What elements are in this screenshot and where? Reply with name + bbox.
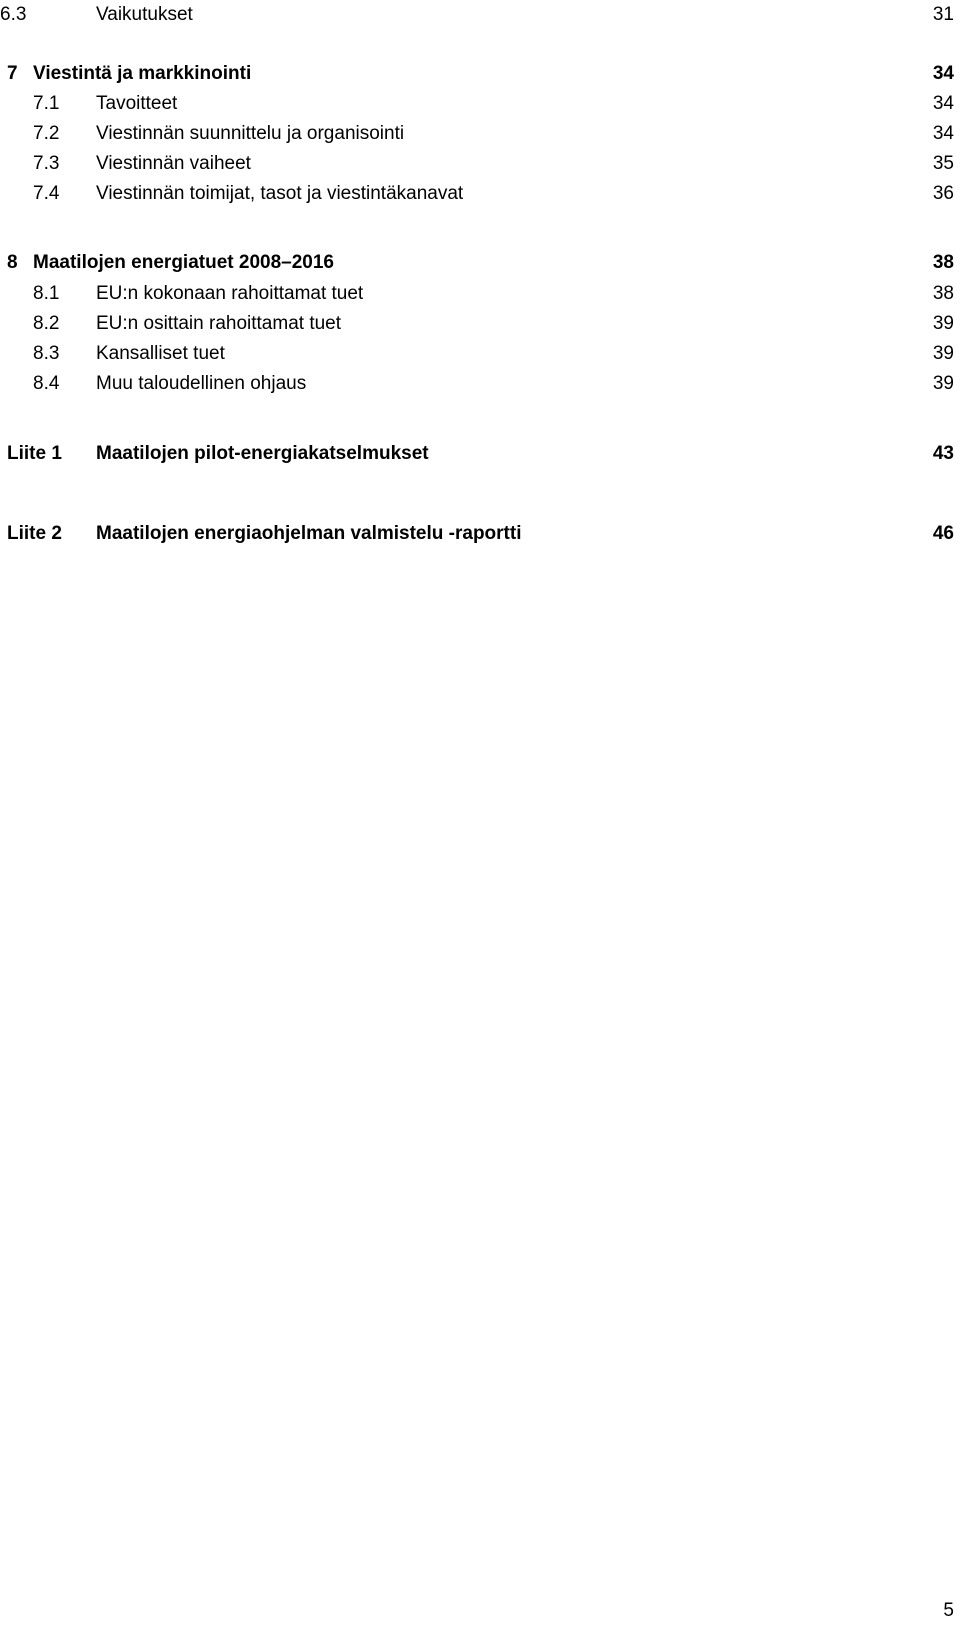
toc-entry-number: 8 <box>7 252 18 273</box>
toc-entry-page: 34 <box>932 93 954 114</box>
toc-entry-number: Liite 1 <box>7 443 62 464</box>
table-of-contents <box>0 0 960 600</box>
toc-entry-8-3 <box>0 339 960 369</box>
toc-entry-page: 38 <box>932 252 954 273</box>
toc-chapter-8 <box>0 248 960 278</box>
toc-entry-page: 36 <box>932 183 954 204</box>
toc-entry-page: 39 <box>932 343 954 364</box>
toc-entry-number: 8.2 <box>33 313 60 334</box>
toc-entry-number: 8.4 <box>33 373 60 394</box>
toc-entry-8-4 <box>0 369 960 399</box>
toc-chapter-7 <box>0 59 960 89</box>
toc-entry-number: 6.3 <box>0 4 27 25</box>
toc-entry-title: Viestintä ja markkinointi <box>33 63 252 84</box>
toc-entry-title: EU:n kokonaan rahoittamat tuet <box>96 283 364 304</box>
toc-entry-7-2 <box>0 119 960 149</box>
toc-entry-title: Vaikutukset <box>96 4 193 25</box>
toc-entry-title: Viestinnän vaiheet <box>96 153 251 174</box>
toc-appendix-2 <box>0 519 960 549</box>
toc-entry-number: 8.1 <box>33 283 60 304</box>
toc-entry-7-3 <box>0 149 960 179</box>
toc-entry-page: 38 <box>932 283 954 304</box>
toc-entry-title: Kansalliset tuet <box>96 343 225 364</box>
toc-entry-page: 31 <box>932 4 954 25</box>
toc-entry-title: Tavoitteet <box>96 93 178 114</box>
toc-entry-title: Maatilojen energiaohjelman valmistelu -raportti <box>96 523 522 544</box>
toc-entry-number: 7.2 <box>33 123 60 144</box>
toc-entry-number: 7.3 <box>33 153 60 174</box>
toc-entry-7-1 <box>0 89 960 119</box>
toc-appendix-1 <box>0 439 960 469</box>
toc-entry-title: Maatilojen energiatuet 2008–2016 <box>33 252 334 273</box>
toc-entry-number: Liite 2 <box>7 523 62 544</box>
toc-entry-7-4 <box>0 179 960 209</box>
toc-entry-title: EU:n osittain rahoittamat tuet <box>96 313 342 334</box>
toc-entry-page: 43 <box>932 443 954 464</box>
toc-entry-8-2 <box>0 309 960 339</box>
toc-entry-8-1 <box>0 279 960 309</box>
toc-entry-page: 39 <box>932 373 954 394</box>
toc-entry-page: 39 <box>932 313 954 334</box>
toc-entry-title: Maatilojen pilot-energiakatselmukset <box>96 443 429 464</box>
toc-entry-number: 7.1 <box>33 93 60 114</box>
toc-entry-page: 46 <box>932 523 954 544</box>
toc-entry-number: 7 <box>7 63 18 84</box>
toc-entry-title: Viestinnän suunnittelu ja organisointi <box>96 123 405 144</box>
toc-entry-number: 8.3 <box>33 343 60 364</box>
toc-entry-page: 34 <box>932 63 954 84</box>
toc-entry-page: 34 <box>932 123 954 144</box>
toc-entry-title: Viestinnän toimijat, tasot ja viestintäkanavat <box>96 183 464 204</box>
toc-entry-6-3 <box>0 0 960 30</box>
toc-entry-number: 7.4 <box>33 183 60 204</box>
page-number: 5 <box>943 1600 954 1621</box>
toc-entry-page: 35 <box>932 153 954 174</box>
toc-entry-title: Muu taloudellinen ohjaus <box>96 373 307 394</box>
